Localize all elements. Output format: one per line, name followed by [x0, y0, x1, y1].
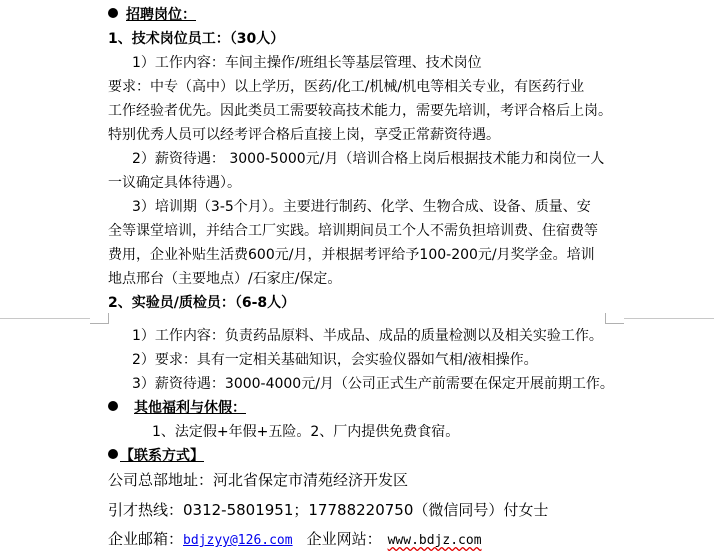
welfare-heading: 其他福利与休假： — [134, 400, 246, 416]
contact-web-row — [108, 529, 482, 553]
contact-heading: 【联系方式】 — [120, 448, 204, 464]
tech-train-line-1: 3）培训期（3-5个月）。主要进行制药、化学、生物合成、设备、质量、安 — [132, 199, 591, 215]
recruit-heading-row — [108, 5, 196, 29]
tech-salary-line-1: 2）薪资待遇： 3000-5000元/月（培训合格上岗后根据技术能力和岗位一人 — [132, 151, 605, 167]
contact-heading-row — [108, 446, 204, 470]
recruit-heading: 招聘岗位： — [126, 7, 196, 23]
tech-train-line-2: 全等课堂培训，并结合工厂实践。培训期间员工个人不需负担培训费、住宿费等 — [108, 223, 598, 239]
welfare-text: 1、法定假+年假+五险。2、厂内提供免费食宿。 — [152, 424, 460, 440]
lab-req: 2）要求：具有一定相关基础知识，会实验仪器如气相/液相操作。 — [132, 352, 538, 368]
email-link[interactable]: bdjzyy@126.com — [183, 533, 293, 548]
bullet-icon — [108, 401, 118, 411]
tech-salary-line-2: 一议确定具体待遇）。 — [108, 175, 241, 191]
tech-work: 1）工作内容：车间主操作/班组长等基层管理、技术岗位 — [132, 55, 482, 71]
website-label: 企业网站： — [306, 530, 382, 548]
tech-train-line-4: 地点邢台（主要地点）/石家庄/保定。 — [108, 271, 342, 287]
tech-req-line-3: 特别优秀人员可以经考评合格后直接上岗，享受正常薪资待遇。 — [108, 127, 500, 143]
tech-train-line-3: 费用，企业补贴生活费600元/月，并根据考评给予100-200元/月奖学金。培训 — [108, 247, 595, 263]
bullet-icon — [108, 8, 118, 18]
page-break — [0, 313, 714, 325]
email-label: 企业邮箱： — [108, 530, 184, 548]
lab-work: 1）工作内容：负责药品原料、半成品、成品的质量检测以及相关实验工作。 — [132, 328, 603, 344]
contact-address: 公司总部地址：河北省保定市清苑经济开发区 — [108, 471, 409, 489]
welfare-heading-row — [108, 398, 246, 422]
contact-hotline: 引才热线：0312-5801951；17788220750（微信同号）付女士 — [108, 501, 549, 519]
tech-req-line-2: 工作经验者优先。因此类员工需要较高技术能力，需要先培训，考评合格后上岗。 — [108, 103, 612, 119]
lab-salary: 3）薪资待遇：3000-4000元/月（公司正式生产前需要在保定开展前期工作。 — [132, 376, 614, 392]
tech-heading: 1、技术岗位员工：（30人） — [108, 31, 285, 47]
website-link[interactable]: www.bdjz.com — [387, 533, 482, 548]
bullet-icon — [108, 449, 118, 459]
lab-heading: 2、实验员/质检员：（6-8人） — [108, 295, 296, 311]
tech-req-line-1: 要求：中专（高中）以上学历，医药/化工/机械/机电等相关专业，有医药行业 — [108, 79, 585, 95]
